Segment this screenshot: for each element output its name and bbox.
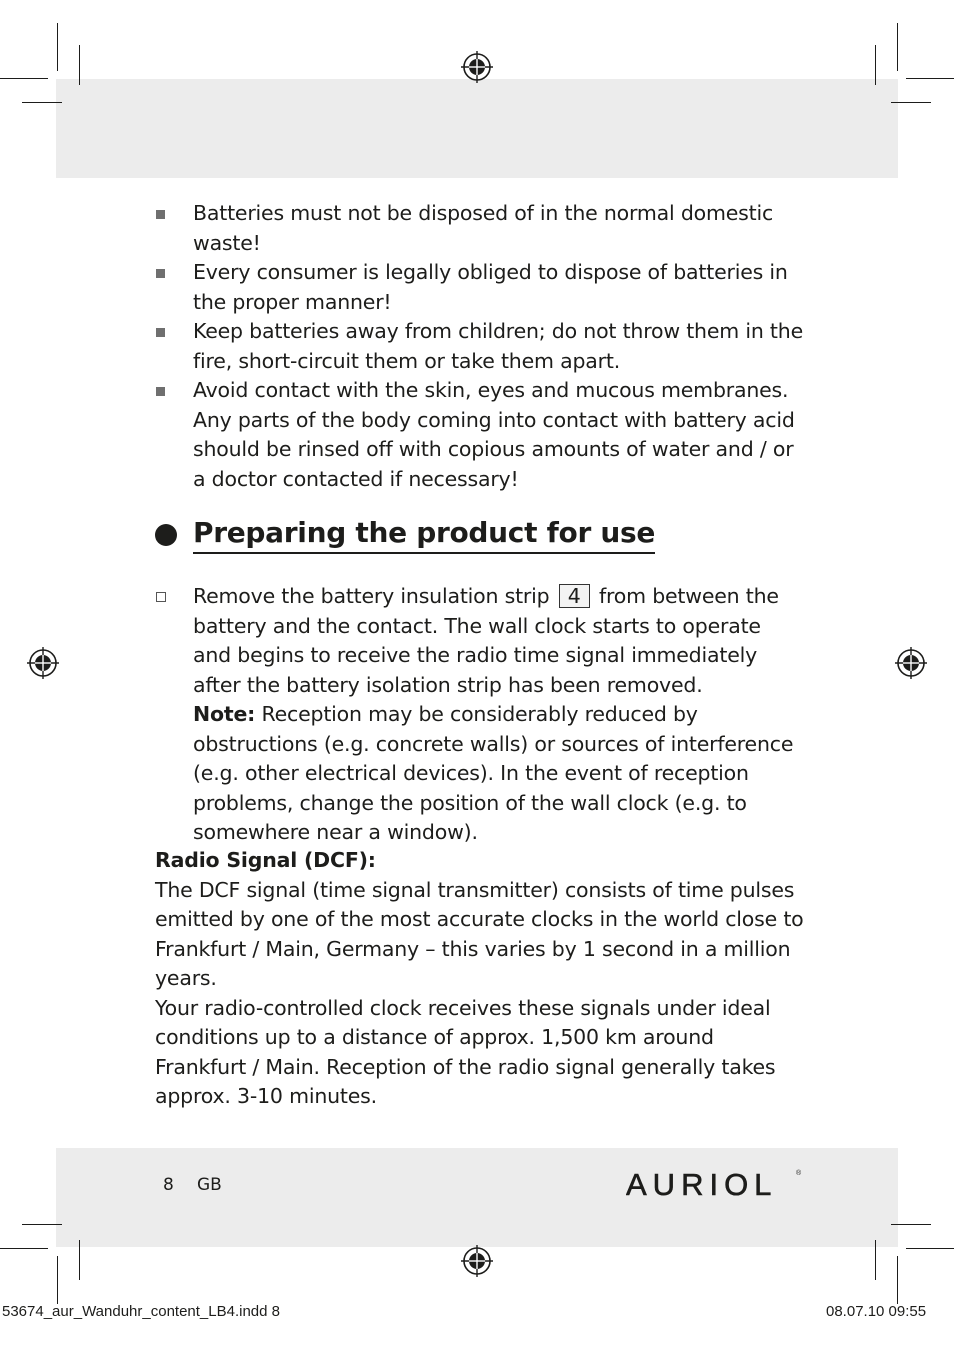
note-label: Note: [193,702,256,726]
bullet-text: Keep batteries away from children; do not throw them in the fire, short-circuit them or take them apart. [193,319,803,373]
list-item [155,258,805,317]
square-bullet-icon [156,328,165,337]
page-number: 8 [163,1175,174,1195]
bullet-text: Every consumer is legally obliged to dispose of batteries in the proper manner! [193,260,788,314]
checkbox-icon [156,592,166,602]
square-bullet-icon [156,210,165,219]
radio-heading: Radio Signal (DCF): [155,848,376,872]
heading-dot-icon [155,524,177,546]
svg-text:AURIOL: AURIOL [626,1167,778,1199]
registration-mark-top [461,51,493,83]
note [193,700,805,848]
registration-mark-right [895,647,927,679]
section-title: Preparing the product for use [193,515,655,554]
file-slug: 53674_aur_Wanduhr_content_LB4.indd 8 [2,1303,280,1320]
bullet-text: Avoid contact with the skin, eyes and mucous membranes. Any parts of the body coming into contact with battery acid should be rinsed off with copious amounts of water and / or a doctor contacted if necessary! [193,378,795,491]
square-bullet-icon [156,387,165,396]
safety-bullet-list [155,199,805,494]
list-item [155,317,805,376]
note-text: Reception may be considerably reduced by obstructions (e.g. concrete walls) or sources of interference (e.g. other electrical devices). In the event of reception problems, change the position of the wall clock (e.g. to somewhere near a window). [193,702,794,844]
setup-step [155,582,805,848]
radio-signal-section [155,846,805,1112]
radio-paragraph-2: Your radio-controlled clock receives these signals under ideal conditions up to a distance of approx. 1,500 km around Frankfurt / Main. Reception of the radio signal generally takes approx. 3-10 minutes. [155,995,776,1108]
header-band [56,79,898,178]
list-item [155,199,805,258]
auriol-logo [626,1167,802,1199]
radio-paragraph-1: The DCF signal (time signal transmitter) consists of time pulses emitted by one of the most accurate clocks in the world close to Frankfurt / Main, Germany – this varies by 1 second in a million years. [155,877,804,990]
list-item [155,376,805,494]
step-text-after: from between the battery and the contact. The wall clock starts to operate and begins to receive the radio time signal immediately after the battery isolation strip has been removed. [193,584,779,697]
step-text-before: Remove the battery insulation strip [193,584,550,608]
section-heading [155,515,655,554]
language-code: GB [197,1175,222,1195]
svg-text:®: ® [796,1170,802,1177]
date-slug: 08.07.10 09:55 [826,1303,927,1320]
list-item [155,582,805,848]
part-reference: 4 [559,584,590,608]
registration-mark-bottom [461,1245,493,1277]
bullet-text: Batteries must not be disposed of in the normal domestic waste! [193,201,774,255]
square-bullet-icon [156,269,165,278]
registration-mark-left [27,647,59,679]
